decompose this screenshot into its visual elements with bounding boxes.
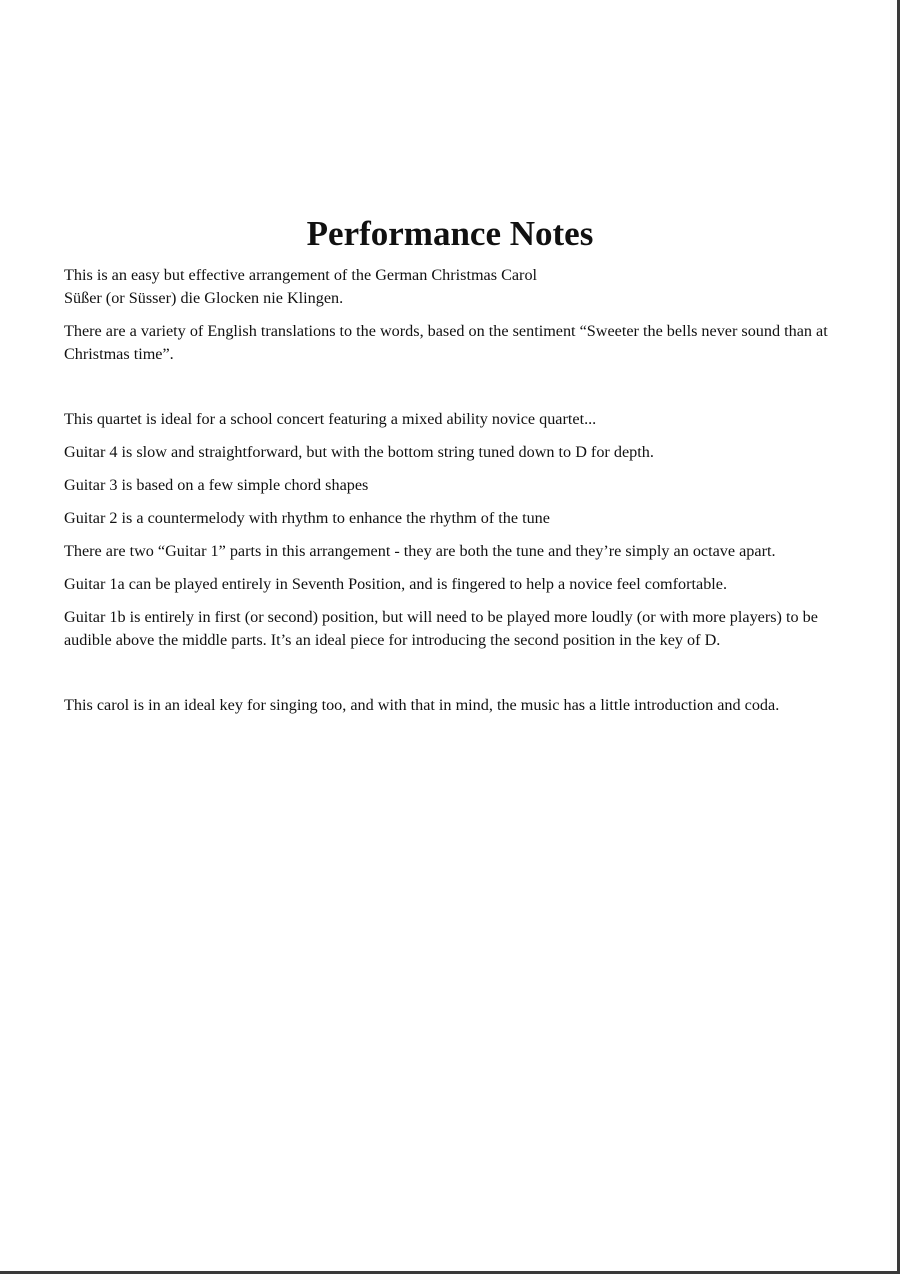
guitar-4-note: Guitar 4 is slow and straightforward, but with the bottom string tuned down to D for depth. — [64, 443, 654, 461]
intro-line-2: Süßer (or Süsser) die Glocken nie Klingen. — [64, 289, 344, 307]
quartet-note: This quartet is ideal for a school concert featuring a mixed ability novice quartet... — [64, 410, 597, 428]
guitar-1a-note: Guitar 1a can be played entirely in Seventh Position, and is fingered to help a novice feel comfortable. — [64, 575, 728, 593]
section-spacer — [64, 662, 836, 694]
guitar-3-note: Guitar 3 is based on a few simple chord shapes — [64, 476, 369, 494]
intro-line-1: This is an easy but effective arrangement of the German Christmas Carol — [64, 266, 538, 284]
translation-paragraph: There are a variety of English translations to the words, based on the sentiment “Sweeter the bells never sound than at Christmas time”. — [64, 322, 828, 363]
guitar-1b-note: Guitar 1b is entirely in first (or second) position, but will need to be played more loudly (or with more players) to be audible above the middle parts. It’s an ideal piece for introducing the second position in the key of D. — [64, 608, 818, 649]
notes-body — [64, 264, 836, 727]
intro-paragraph — [64, 264, 836, 310]
guitar-2-note: Guitar 2 is a countermelody with rhythm to enhance the rhythm of the tune — [64, 509, 550, 527]
page-title: Performance Notes — [306, 214, 594, 253]
guitar-1-parts-note: There are two “Guitar 1” parts in this arrangement - they are both the tune and they’re simply an octave apart. — [64, 542, 776, 560]
section-spacer — [64, 376, 836, 408]
closing-paragraph: This carol is in an ideal key for singing too, and with that in mind, the music has a little introduction and coda. — [64, 696, 780, 714]
